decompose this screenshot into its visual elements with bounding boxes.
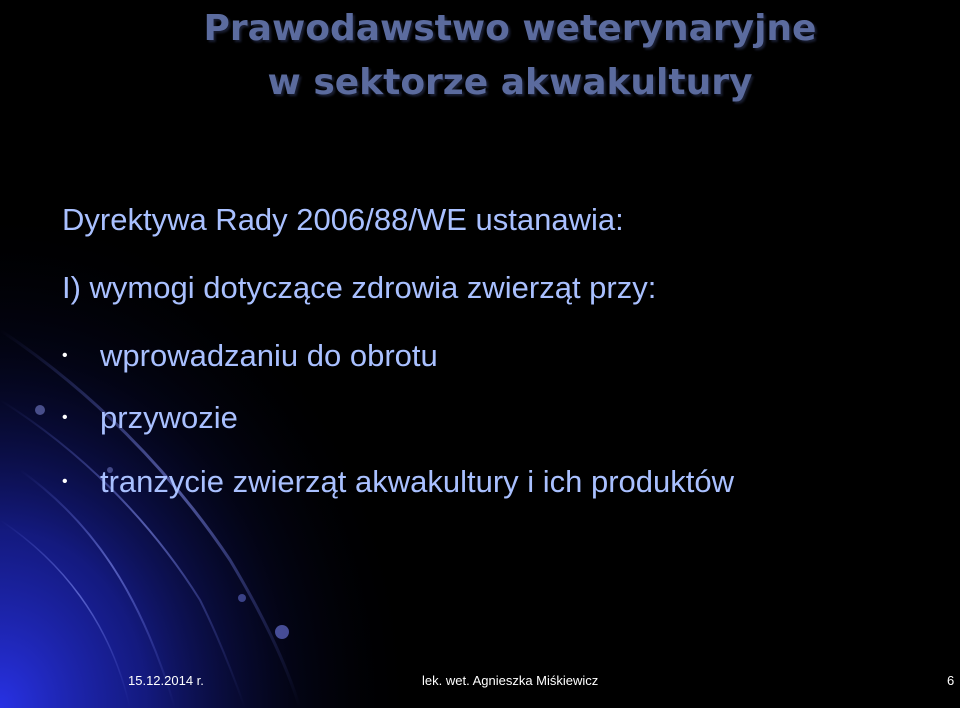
title-line-1: Prawodawstwo weterynaryjne bbox=[203, 8, 817, 49]
bullet-icon: • bbox=[62, 347, 68, 364]
point-text: I) wymogi dotyczące zdrowia zwierząt przy: bbox=[62, 270, 657, 305]
bullet-item bbox=[62, 462, 922, 502]
bullet-text: tranzycie zwierząt akwakultury i ich produktów bbox=[100, 464, 735, 499]
bullet-icon: • bbox=[62, 409, 68, 426]
footer-date: 15.12.2014 r. bbox=[128, 673, 204, 688]
footer-author: lek. wet. Agnieszka Miśkiewicz bbox=[422, 673, 599, 688]
slide-title bbox=[140, 2, 880, 110]
bullet-icon: • bbox=[62, 473, 68, 490]
footer-page-number: 6 bbox=[947, 673, 955, 688]
bullet-item bbox=[62, 398, 862, 438]
bullet-text: przywozie bbox=[100, 400, 238, 435]
title-line-2: w sektorze akwakultury bbox=[267, 62, 753, 103]
intro-text: Dyrektywa Rady 2006/88/WE ustanawia: bbox=[62, 202, 624, 237]
bullet-text: wprowadzaniu do obrotu bbox=[100, 338, 438, 373]
bullet-item bbox=[62, 336, 862, 376]
